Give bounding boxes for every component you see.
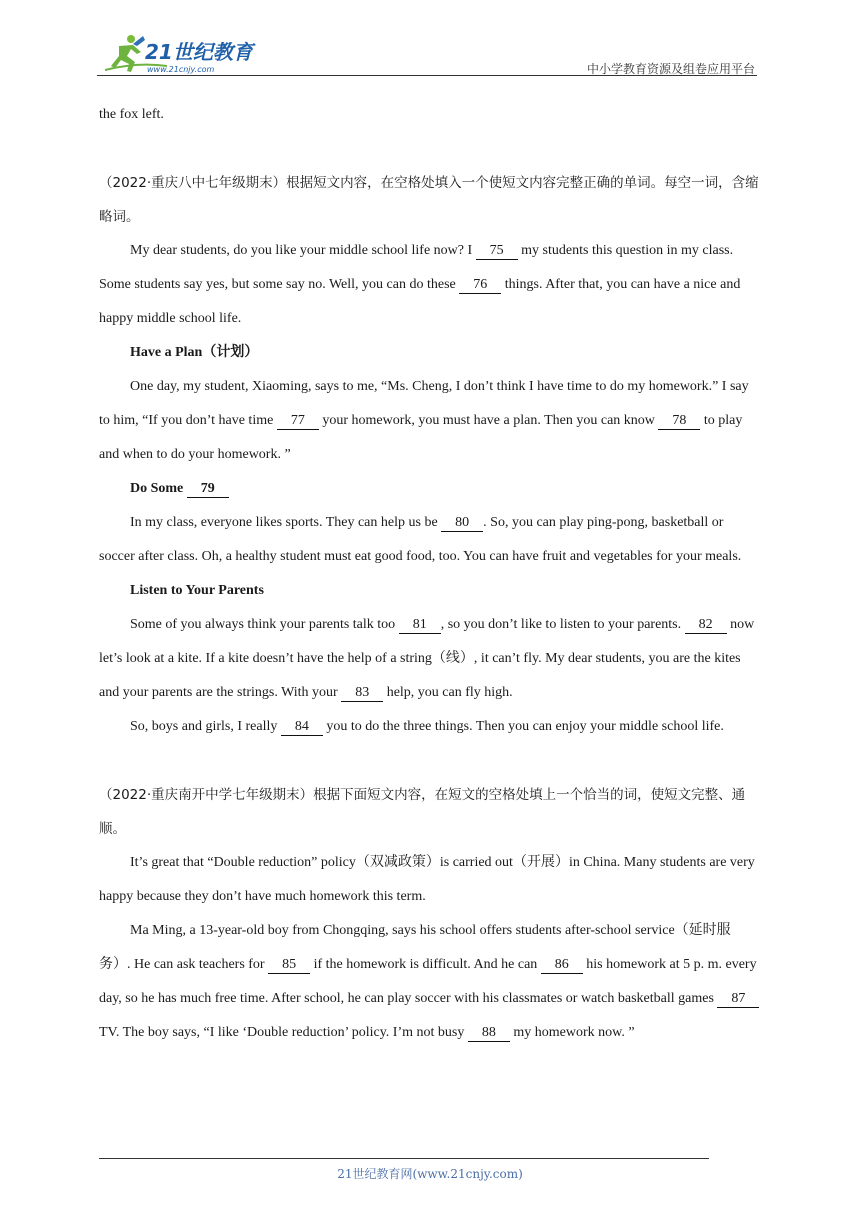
continuation-text: the fox left. — [99, 107, 164, 122]
svg-text:21世纪教育: 21世纪教育 — [145, 40, 253, 64]
logo-icon — [97, 32, 267, 76]
blank-87[interactable]: 87 — [717, 991, 759, 1008]
blank-83[interactable]: 83 — [341, 685, 383, 702]
blank-76[interactable]: 76 — [459, 277, 501, 294]
blank-80[interactable]: 80 — [441, 515, 483, 532]
section1-paragraph-4: Some of you always think your parents talk too 81 , so you don’t like to listen to your parents. 82 now let’s look at a kite. If a kite doesn’t have the help of a string（线）, it can’t fly. My dear students, you are the kites and your parents are the strings. With your 83 help, you can fly high. — [99, 617, 755, 700]
heading-do-some: Do Some 79 — [99, 472, 761, 506]
blank-84[interactable]: 84 — [281, 719, 323, 736]
blank-88[interactable]: 88 — [468, 1025, 510, 1042]
blank-81[interactable]: 81 — [399, 617, 441, 634]
blank-79[interactable]: 79 — [187, 481, 229, 498]
section2-paragraph-2: Ma Ming, a 13-year-old boy from Chongqing, says his school offers students after-school service（延时服务）. He can ask teachers for 85 if the homework is difficult. And he can 86 his homework at 5 p. m. every day, so he has much free time. After school, he can play soccer with his classmates or watch basketball games 87 TV. The boy says, “I like ‘Double reduction’ policy. I’m not busy 88 my homework now. ” — [99, 914, 761, 1050]
heading-listen-to-parents: Listen to Your Parents — [130, 583, 264, 598]
blank-77[interactable]: 77 — [277, 413, 319, 430]
blank-82[interactable]: 82 — [685, 617, 727, 634]
header-divider — [97, 75, 757, 76]
heading-have-a-plan: Have a Plan（计划） — [130, 345, 259, 360]
section1-paragraph-2: One day, my student, Xiaoming, says to me, “Ms. Cheng, I don’t think I have time to do my homework.” I say to him, “If you don’t have time 77 your homework, you must have a plan. Then you can know 78 to play and when to do your homework. ” — [99, 379, 749, 462]
blank-86[interactable]: 86 — [541, 957, 583, 974]
section2-instructions: （2022·重庆南开中学七年级期末）根据下面短文内容，在短文的空格处填上一个恰当的词，使短文完整、通顺。 — [99, 787, 746, 837]
blank-75[interactable]: 75 — [476, 243, 518, 260]
svg-text:www.21cnjy.com: www.21cnjy.com — [147, 65, 215, 74]
blank-78[interactable]: 78 — [658, 413, 700, 430]
section2-paragraph-1: It’s great that “Double reduction” policy（双减政策）is carried out（开展）in China. Many students are very happy because they don’t have much homework this term. — [99, 855, 755, 904]
section1-paragraph-5: So, boys and girls, I really 84 you to do the three things. Then you can enjoy your middle school life. — [130, 719, 724, 734]
section1-instructions: （2022·重庆八中七年级期末）根据短文内容，在空格处填入一个使短文内容完整正确的单词。每空一词，含缩略词。 — [99, 175, 759, 225]
document-body — [99, 98, 761, 1050]
footer-divider — [99, 1158, 709, 1159]
platform-name: 中小学教育资源及组卷应用平台 — [586, 62, 755, 76]
footer-text: 21世纪教育网(www.21cnjy.com) — [337, 1167, 523, 1181]
section1-paragraph-3: In my class, everyone likes sports. They can help us be 80 . So, you can play ping-pong, basketball or soccer after class. Oh, a healthy student must eat good food, too. You can have fruit and vegetables for your meals. — [99, 515, 742, 564]
page-header — [97, 30, 757, 78]
blank-85[interactable]: 85 — [268, 957, 310, 974]
section1-paragraph-1: My dear students, do you like your middle school life now? I 75 my students this question in my class. Some students say yes, but some say no. Well, you can do these 76 things. After that, you can have a nice and happy middle school life. — [99, 243, 741, 326]
